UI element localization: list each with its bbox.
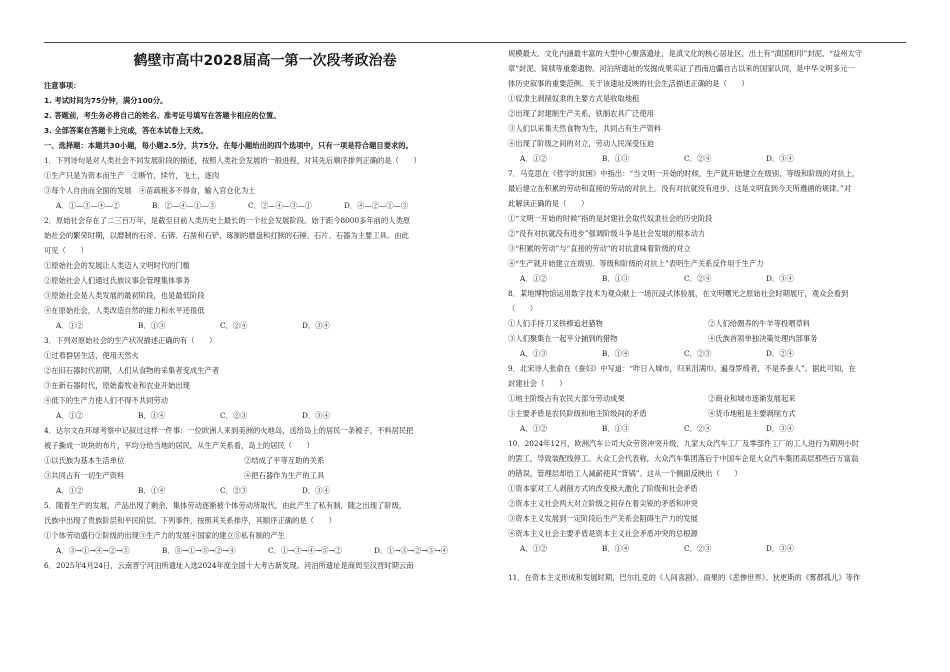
question-9: [508, 361, 908, 436]
q9-answer-d: D．③④: [766, 424, 794, 433]
q10-answer-d: D．③④: [766, 544, 794, 553]
q9-options-row: [508, 406, 908, 421]
question-8: [508, 286, 908, 361]
q1-answers: [44, 198, 486, 213]
q6-stem-line: 体历史叙事的重要范例。关于该遗址反映的社会生活描述正确的是（ ）: [508, 79, 749, 88]
q4-answer-b: B．①④: [138, 486, 166, 495]
q8-options-row: [508, 331, 908, 346]
q6-option: ②出现了封建制生产关系，铁制农具广泛使用: [508, 109, 654, 118]
q11-stem-line: 11．在资本主义形成和发展时期，巴尔扎克的《人间喜剧》、雨果的《悲惨世界》、狄更斯的《雾都孤儿》等作: [508, 573, 861, 582]
q6-answer-a: A．①②: [520, 154, 548, 163]
q2-answer-c: C．②④: [220, 321, 248, 330]
note-2: 2. 答题前，考生务必将自己的姓名、准考证号填写在答题卡相应的位置。: [44, 111, 281, 120]
q7-option: ③“积累的劳动”与“直接的劳动”的对抗意味着阶级的对立: [508, 244, 691, 253]
q10-option: ①资本家对工人剥削方式的改变极大激化了阶级和社会矛盾: [508, 484, 698, 493]
q9-options-row: [508, 391, 908, 406]
q7-answer-d: D．③④: [766, 274, 794, 283]
q9-option: ②商业和城市逐渐发展起来: [708, 394, 796, 403]
q6-stem-line: 章”封泥、简牍等重要遗物。河泊所遗址的发掘成果实证了西南边疆自古以来的国家认同，是中华文明多元一: [508, 64, 855, 73]
q10-option: ③资本主义发展到一定阶段后生产关系会阻碍生产力的发展: [508, 514, 698, 523]
q2-option: ④在原始社会，人类改造自然的能力和水平还很低: [44, 306, 205, 315]
q4-options-row: [44, 468, 486, 483]
q8-option: ②人们给圈养的牛羊等投喂草料: [708, 319, 811, 328]
q8-answers: [508, 346, 908, 361]
q3-answer-b: B．①④: [138, 411, 166, 420]
q5-stem-line: 氏族中出现了贵族阶层和平民阶层。下列事件，按照其关系排序，其顺序正确的是（ ）: [44, 516, 336, 525]
q9-option: ④货币地租是主要剥削方式: [708, 409, 796, 418]
q10-option: ④资本主义社会主要矛盾是资本主义社会矛盾冲突的总根源: [508, 529, 698, 538]
q5-answers: [44, 543, 486, 558]
q3-stem: 3．下列对原始社会的生产状况描述正确的有（ ）: [44, 336, 217, 345]
q1-answer-d: D．④—②—①—③: [344, 201, 409, 210]
q4-option: ④把石器作为生产的工具: [244, 471, 325, 480]
q5-answer-b: B．③→①→⑤→②→④: [162, 546, 236, 555]
notes-heading: 注意事项：: [44, 81, 81, 90]
q8-answer-b: B．①④: [602, 349, 630, 358]
question-11-start: [508, 570, 908, 585]
q9-stem-line: 封建社会（ ）: [508, 379, 567, 388]
q5-answer-a: A．③→①→④→②→⑤: [56, 546, 130, 555]
q5-option: ①个体劳动盛行②阶级的出现③生产力的发展④国家的建立⑤私有制的产生: [44, 531, 285, 540]
q9-answer-b: B．①③: [602, 424, 630, 433]
question-10: [508, 436, 908, 556]
q8-option: ④氏族首领单独决策处理内部事务: [708, 334, 818, 343]
q3-option: ①过着群居生活，使用天然火: [44, 351, 139, 360]
q7-stem-line: 7．马克思在《哲学的贫困》中指出：“当文明一开始的时候，生产就开始建立在级别、等级和阶级的对抗上，: [508, 169, 860, 178]
q10-answers: [508, 541, 908, 556]
q1-option-line: ③每个人自由而全面的发展 ④苗疏税多不得食，输入官仓化为土: [44, 186, 256, 195]
question-5: [44, 498, 486, 558]
q8-answer-a: A．①③: [520, 349, 548, 358]
q4-answer-a: A．①②: [56, 486, 84, 495]
question-2: [44, 213, 486, 333]
q8-options-row: [508, 316, 908, 331]
q2-answers: [44, 318, 486, 333]
q3-option: ④低下的生产力使人们不得不共同劳动: [44, 396, 169, 405]
q10-answer-c: C．②③: [684, 544, 712, 553]
q7-stem-line: 此解读正确的是（ ）: [508, 199, 589, 208]
q1-answer-a: A．①—③—④—②: [56, 201, 120, 210]
q9-option: ③主要矛盾是农民阶级和地主阶级间的矛盾: [508, 409, 647, 418]
q6-answer-d: D．③④: [766, 154, 794, 163]
q4-option: ②结成了平等互助的关系: [244, 456, 325, 465]
q2-option: ②原始社会人们通过氏族议事会管理集体事务: [44, 276, 190, 285]
q6-option: ①奴隶主剥削奴隶的主要方式是收取地租: [508, 94, 640, 103]
q2-answer-b: B．①③: [138, 321, 166, 330]
q7-stem-line: 最后建立在积累的劳动和直接的劳动的对抗上。没有对抗就没有进步，这是文明直到今天所遵循的规律。”对: [508, 184, 852, 193]
q6-option: ④出现了阶级之间的对立，劳动人民深受压迫: [508, 139, 654, 148]
q8-answer-c: C．②③: [684, 349, 712, 358]
q8-stem-line: （ ）: [508, 304, 538, 313]
q4-answer-d: D．③④: [302, 486, 330, 495]
q7-option: ②“没有对抗就没有进步”强调阶级斗争是社会发展的根本动力: [508, 229, 706, 238]
question-7: [508, 166, 908, 286]
q4-option: ③共同占有一切生产资料: [44, 471, 125, 480]
page-title: 鹤壁市高中2028届高一第一次段考政治卷: [133, 53, 397, 69]
question-4: [44, 423, 486, 498]
q2-option: ①原始社会的发展让人类迈入文明时代的门槛: [44, 261, 190, 270]
q4-answers: [44, 483, 486, 498]
q6-option: ③人们以采集天然食物为生，共同占有生产资料: [508, 124, 662, 133]
q8-option: ③人们聚集在一起平分捕到的猎物: [508, 334, 618, 343]
right-column: [508, 46, 908, 585]
q3-option: ②在旧石器时代初期，人们从食物的采集者变成生产者: [44, 366, 220, 375]
q6-stem-line: 规模最大、文化内涵最丰富的大型中心聚落遗址，是滇文化的核心居址区，出土有“滇国相印”封泥、“益州太守: [508, 49, 863, 58]
q6-answers: [508, 151, 908, 166]
q4-answer-c: C．②③: [220, 486, 248, 495]
q2-answer-d: D．③④: [302, 321, 330, 330]
q5-answer-c: C．①→③→④→⑤→②: [268, 546, 342, 555]
q10-option: ②资本主义社会两大对立阶级之间存在着尖锐的矛盾和冲突: [508, 499, 698, 508]
q7-answer-b: B．①③: [602, 274, 630, 283]
left-column: [44, 46, 486, 573]
q1-answer-b: B．②—④—①—③: [152, 201, 216, 210]
q5-answer-d: D．①→③→②→⑤→④: [374, 546, 449, 555]
q4-stem-line: 被子撕成一块块的布片，平均分给当地的居民。从生产关系看，岛上的居民（ ）: [44, 441, 314, 450]
question-6-cont: [508, 46, 908, 166]
q10-stem-line: 10．2024年12月，欧洲汽车公司大众劳资冲突升级，九家大众汽车工厂及零部件工厂的工人进行为期两小时: [508, 439, 859, 448]
q4-stem-line: 4．达尔文在环球考察中记叙过这样一件事：一位欧洲人来到美洲的火地岛，送给岛上的居民一条被子，不料居民把: [44, 426, 414, 435]
q9-stem-line: 9．北宋诗人张俞在《蚕妇》中写道：“昨日入城市，归来泪满巾。遍身罗绮者，不是养蚕人”。据此可知，在: [508, 364, 856, 373]
q8-answer-d: D．②④: [766, 349, 794, 358]
q9-answer-c: C．②④: [684, 424, 712, 433]
q4-options-row: [44, 453, 486, 468]
question-6-start: [44, 558, 486, 573]
q2-stem-line: 2．原始社会存在了二三百万年，是截至目前人类历史上最长的一个社会发展阶段。始于距今8000多年前的人类原: [44, 216, 411, 225]
q9-option: ①地主阶级占有农民大部分劳动成果: [508, 394, 625, 403]
q3-answers: [44, 408, 486, 423]
q3-answer-d: D．③④: [302, 411, 330, 420]
q7-answer-c: C．②④: [684, 274, 712, 283]
question-1: [44, 153, 486, 213]
q10-answer-b: B．①④: [602, 544, 630, 553]
q10-answer-a: A．①②: [520, 544, 548, 553]
q2-option: ③原始社会是人类发展的最初阶段，也是最低阶段: [44, 291, 205, 300]
q9-answers: [508, 421, 908, 436]
q8-option: ①人们手持刀叉铁棒追赶猎物: [508, 319, 603, 328]
q3-answer-a: A．①②: [56, 411, 84, 420]
q4-option: ①以氏族为基本生活单位: [44, 456, 125, 465]
q1-option-line: ①生产只是为资本而生产 ②断竹，续竹，飞土，逐肉: [44, 171, 220, 180]
q9-answer-a: A．①②: [520, 424, 548, 433]
section-heading: 一、选择题：本题共30小题，每小题2.5分，共75分。在每小题给出的四个选项中，只有一项是符合题目要求的。: [44, 141, 413, 150]
q6-stem-line: 6．2025年4月24日，云南晋宁河泊所遗址入选2024年度全国十大考古新发现。河泊所遗址是商周至汉晋时期云南: [44, 561, 414, 570]
q1-stem: 1．下列诗句是对人类社会不同发展阶段的描述，按照人类社会发展的一般进程，对其先后顺序排列正确的是（ ）: [44, 156, 421, 165]
q8-stem-line: 8．某地博物馆运用数字技术为观众献上一场沉浸式体验展，在文明曙光之原始社会时期展厅，观众会看到: [508, 289, 849, 298]
q3-option: ③在新石器时代，原始畜牧业和农业开始出现: [44, 381, 190, 390]
q6-answer-c: C．②④: [684, 154, 712, 163]
q3-answer-c: C．②③: [220, 411, 248, 420]
q10-stem-line: 的罢工，导致装配线停工。大众工会代表称，大众汽车集团落后于中国车企是大众汽车集团高层那些百万富翁: [508, 454, 859, 463]
header-rule: [44, 42, 906, 43]
question-3: [44, 333, 486, 423]
note-3: 3. 全部答案在答题卡上完成，答在本试卷上无效。: [44, 126, 208, 135]
q7-answer-a: A．①②: [520, 274, 548, 283]
q2-stem-line: 可见（ ）: [44, 246, 88, 255]
q5-stem-line: 5．随着生产的发展，产品出现了剩余，集体劳动逐渐被个体劳动所取代，由此产生了私有制，随之出现了阶级，: [44, 501, 407, 510]
q7-answers: [508, 271, 908, 286]
q2-answer-a: A．①②: [56, 321, 84, 330]
q6-answer-b: B．①③: [602, 154, 630, 163]
q2-stem-line: 始社会的繁荣时期，以磨制的石斧、石锛、石凿和石铲，琢制的磨盘和打制的石锤、石片、石器为主要工具。由此: [44, 231, 409, 240]
note-1: 1. 考试时间为75分钟，满分100分。: [44, 96, 168, 105]
q1-answer-c: C．②—④—③—①: [248, 201, 312, 210]
q7-option: ④“生产就开始建立在级别、等级和阶级的对抗上”表明生产关系反作用于生产力: [508, 259, 764, 268]
q7-option: ①“文明一开始的时候”指的是封建社会取代奴隶社会的历史阶段: [508, 214, 713, 223]
q10-stem-line: 的错误，管理层却给工人减薪使其“背锅”。这从一个侧面反映出（ ）: [508, 469, 742, 478]
